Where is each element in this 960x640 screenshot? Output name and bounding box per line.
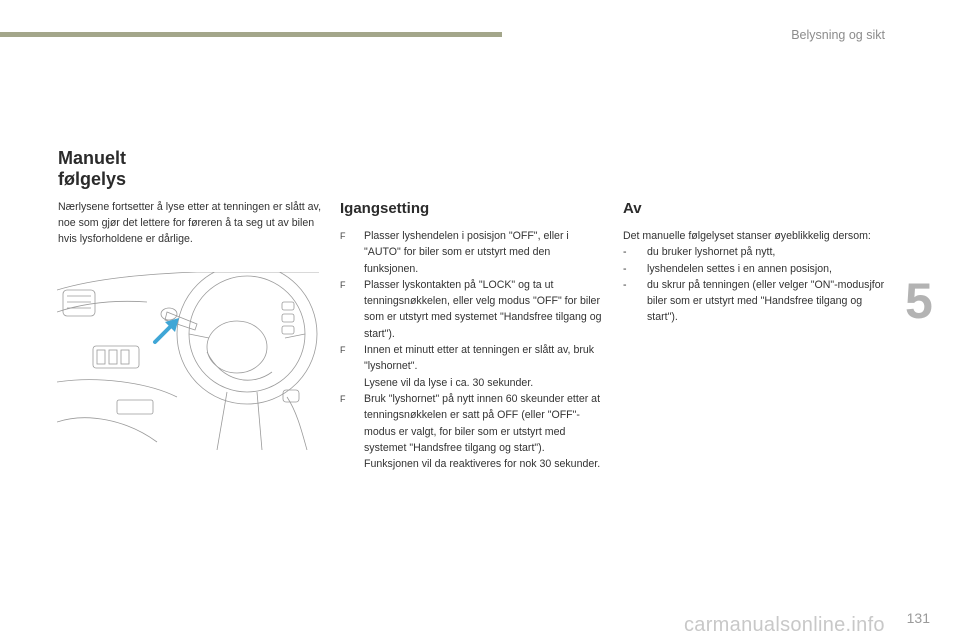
arrow-icon (155, 318, 179, 342)
chapter-number: 5 (905, 273, 933, 329)
list-item (623, 261, 885, 277)
list-item (340, 342, 602, 391)
dash-icon: - (623, 262, 627, 275)
list-item (340, 228, 602, 277)
manual-heading (58, 148, 126, 190)
off-section (623, 200, 885, 326)
list-item-text: Plasser lyskontakten på "LOCK" og ta ut tenningsnøkkelen, eller velg modus "OFF" for biler som er utstyrt med systemet "Handsfree tilgang og start"). (364, 278, 602, 340)
activation-heading: Igangsetting (340, 200, 430, 217)
list-item-text: Plasser lyshendelen i posisjon "OFF", eller i "AUTO" for biler som er utstyrt med den funksjonen. (364, 230, 569, 275)
list-item (623, 277, 885, 326)
bullet-icon: F (340, 279, 346, 290)
list-item-extra-text: Lysene vil da lyse i ca. 30 sekunder. (364, 376, 534, 389)
off-intro: Det manuelle følgelyset stanser øyeblikkelig dersom: (623, 230, 871, 242)
bullet-icon: F (340, 231, 346, 241)
list-item-text: Bruk "lyshornet" på nytt innen 60 skeunder etter at tenningsnøkkelen er satt på OFF (eller "OFF"-modus er valgt, for biler som er utstyrt med systemet "Handsfree tilgang og start"). Funksjonen vil da reaktiveres for nok 30 sekunder. (364, 392, 601, 471)
off-heading: Av (623, 200, 642, 217)
list-item-text: du skrur på tenningen (eller velger "ON"-modusjfor biler som er utstyrt med "Handsfree tilgang og start"). (647, 278, 885, 324)
dash-icon: - (623, 246, 627, 259)
bullet-icon: F (340, 345, 346, 356)
manual-heading-line1: Manuelt (58, 148, 127, 168)
list-item (340, 391, 602, 472)
dash-icon: - (623, 278, 627, 291)
activation-section (340, 200, 602, 472)
steering-stalk-illustration (57, 272, 319, 450)
list-item-text: Innen et minutt etter at tenningen er slått av, bruk "lyshornet". (364, 344, 595, 373)
page-number: 131 (906, 610, 930, 626)
list-item (623, 244, 885, 260)
section-title: Belysning og sikt (791, 28, 885, 42)
bullet-icon: F (340, 393, 346, 404)
list-item (340, 277, 602, 342)
list-item-text: du bruker lyshornet på nytt, (647, 246, 776, 259)
manual-heading-line2: følgelys (58, 169, 127, 189)
header-accent-bar (0, 32, 502, 37)
watermark: carmanualsonline.info (684, 614, 885, 636)
list-item-text: lyshendelen settes i en annen posisjon, (647, 262, 832, 275)
manual-intro: Nærlysene fortsetter å lyse etter at tenningen er slått av, noe som gjør det lettere for føreren å ta seg ut av bilen hvis lysforholdene er dårlige. (58, 201, 322, 245)
dashboard-illustration (57, 272, 319, 450)
